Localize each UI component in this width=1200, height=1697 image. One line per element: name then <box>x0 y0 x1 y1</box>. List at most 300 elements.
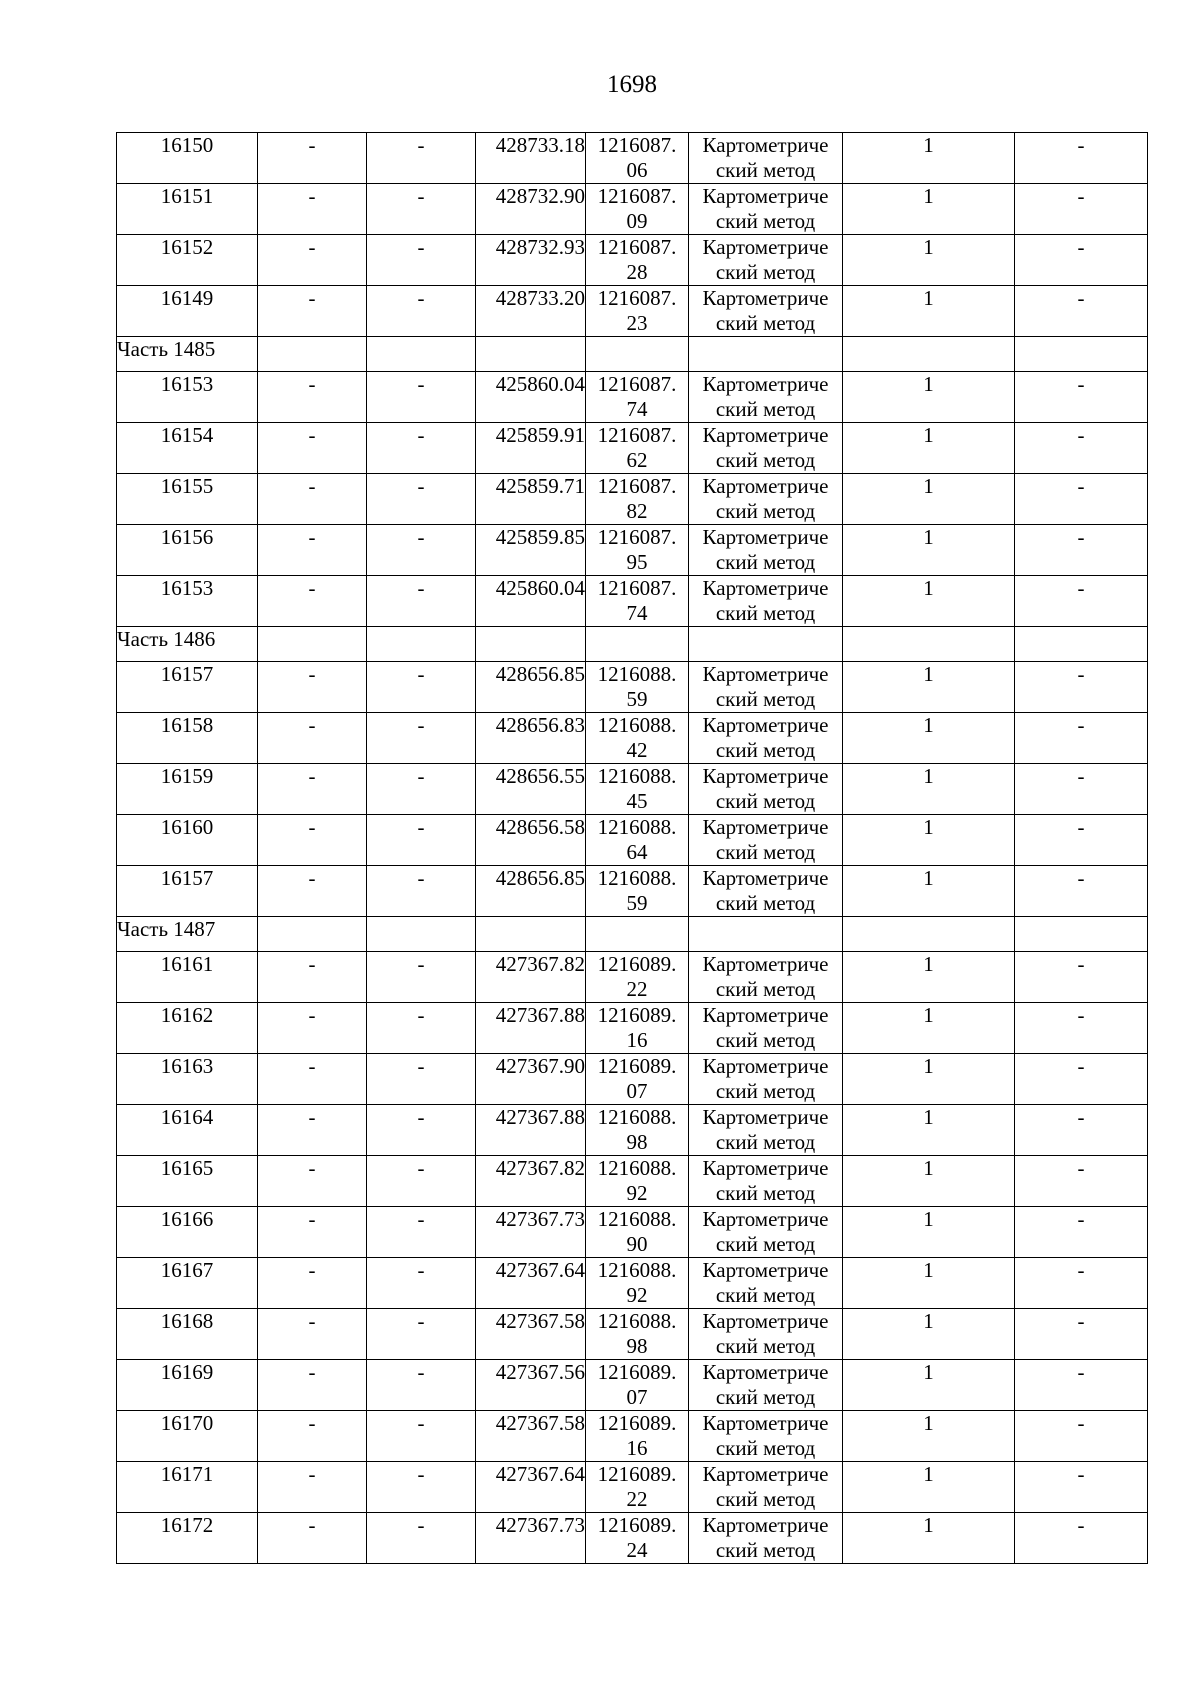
method-cell <box>689 133 843 184</box>
section-row <box>117 337 1148 372</box>
dash-cell: - <box>258 1156 367 1207</box>
note-cell: - <box>1015 1411 1148 1462</box>
table-row <box>117 1513 1148 1564</box>
table-row <box>117 764 1148 815</box>
method-cell-line: Картометриче <box>702 133 829 157</box>
table-row <box>117 133 1148 184</box>
y-coordinate-cell-line: 07 <box>626 1385 648 1409</box>
empty-cell <box>476 627 586 662</box>
accuracy-cell: 1 <box>843 1513 1015 1564</box>
method-cell-line: Картометриче <box>702 1003 829 1027</box>
empty-cell <box>843 917 1015 952</box>
empty-cell <box>1015 337 1148 372</box>
dash-cell: - <box>367 474 476 525</box>
empty-cell <box>367 627 476 662</box>
method-cell-line: Картометриче <box>702 372 829 396</box>
point-id-cell: 16156 <box>117 525 258 576</box>
y-coordinate-cell <box>586 474 689 525</box>
y-coordinate-cell-line: 1216089. <box>597 1360 677 1384</box>
method-cell-line: ский метод <box>715 687 816 711</box>
y-coordinate-cell-line: 1216087. <box>597 474 677 498</box>
table-row <box>117 815 1148 866</box>
method-cell-line: ский метод <box>715 550 816 574</box>
empty-cell <box>843 337 1015 372</box>
y-coordinate-cell-line: 28 <box>626 260 648 284</box>
x-coordinate-cell: 425859.85 <box>476 525 586 576</box>
dash-cell: - <box>258 815 367 866</box>
method-cell <box>689 423 843 474</box>
empty-cell <box>586 337 689 372</box>
method-cell-line: Картометриче <box>702 184 829 208</box>
y-coordinate-cell <box>586 764 689 815</box>
y-coordinate-cell-line: 1216087. <box>597 235 677 259</box>
dash-cell: - <box>258 662 367 713</box>
y-coordinate-cell-line: 1216088. <box>597 1258 677 1282</box>
point-id-cell: 16154 <box>117 423 258 474</box>
dash-cell: - <box>367 662 476 713</box>
note-cell: - <box>1015 576 1148 627</box>
method-cell <box>689 576 843 627</box>
dash-cell: - <box>367 866 476 917</box>
section-label: Часть 1485 <box>117 337 258 372</box>
dash-cell: - <box>367 815 476 866</box>
point-id-cell: 16151 <box>117 184 258 235</box>
table-row <box>117 1411 1148 1462</box>
table-row <box>117 372 1148 423</box>
x-coordinate-cell: 425859.91 <box>476 423 586 474</box>
accuracy-cell: 1 <box>843 286 1015 337</box>
method-cell <box>689 1360 843 1411</box>
method-cell <box>689 1207 843 1258</box>
y-coordinate-cell-line: 1216089. <box>597 1003 677 1027</box>
y-coordinate-cell <box>586 815 689 866</box>
note-cell: - <box>1015 866 1148 917</box>
x-coordinate-cell: 428732.90 <box>476 184 586 235</box>
y-coordinate-cell <box>586 372 689 423</box>
section-label: Часть 1487 <box>117 917 258 952</box>
y-coordinate-cell-line: 1216088. <box>597 1105 677 1129</box>
section-row <box>117 917 1148 952</box>
accuracy-cell: 1 <box>843 815 1015 866</box>
method-cell-line: Картометриче <box>702 662 829 686</box>
method-cell-line: Картометриче <box>702 952 829 976</box>
dash-cell: - <box>367 1309 476 1360</box>
dash-cell: - <box>258 423 367 474</box>
dash-cell: - <box>367 576 476 627</box>
y-coordinate-cell <box>586 1309 689 1360</box>
method-cell <box>689 1003 843 1054</box>
method-cell-line: ский метод <box>715 1385 816 1409</box>
method-cell-line: ский метод <box>715 311 816 335</box>
method-cell-line: Картометриче <box>702 286 829 310</box>
y-coordinate-cell-line: 1216088. <box>597 815 677 839</box>
method-cell-line: ский метод <box>715 1079 816 1103</box>
y-coordinate-cell <box>586 576 689 627</box>
dash-cell: - <box>258 952 367 1003</box>
method-cell <box>689 235 843 286</box>
note-cell: - <box>1015 1003 1148 1054</box>
y-coordinate-cell-line: 1216088. <box>597 866 677 890</box>
table-row <box>117 662 1148 713</box>
y-coordinate-cell-line: 1216087. <box>597 525 677 549</box>
dash-cell: - <box>258 1105 367 1156</box>
accuracy-cell: 1 <box>843 662 1015 713</box>
empty-cell <box>586 917 689 952</box>
y-coordinate-cell-line: 74 <box>626 601 648 625</box>
dash-cell: - <box>258 133 367 184</box>
y-coordinate-cell-line: 82 <box>626 499 648 523</box>
y-coordinate-cell-line: 1216089. <box>597 1462 677 1486</box>
note-cell: - <box>1015 952 1148 1003</box>
note-cell: - <box>1015 1462 1148 1513</box>
empty-cell <box>689 917 843 952</box>
y-coordinate-cell <box>586 1054 689 1105</box>
method-cell <box>689 286 843 337</box>
method-cell-line: ский метод <box>715 1334 816 1358</box>
empty-cell <box>258 627 367 662</box>
dash-cell: - <box>258 1003 367 1054</box>
dash-cell: - <box>367 1513 476 1564</box>
method-cell <box>689 184 843 235</box>
dash-cell: - <box>258 764 367 815</box>
accuracy-cell: 1 <box>843 235 1015 286</box>
y-coordinate-cell <box>586 713 689 764</box>
dash-cell: - <box>367 1462 476 1513</box>
x-coordinate-cell: 425860.04 <box>476 576 586 627</box>
table-row <box>117 1054 1148 1105</box>
point-id-cell: 16167 <box>117 1258 258 1309</box>
point-id-cell: 16153 <box>117 576 258 627</box>
method-cell-line: Картометриче <box>702 1309 829 1333</box>
note-cell: - <box>1015 525 1148 576</box>
y-coordinate-cell <box>586 1462 689 1513</box>
point-id-cell: 16172 <box>117 1513 258 1564</box>
accuracy-cell: 1 <box>843 1156 1015 1207</box>
note-cell: - <box>1015 184 1148 235</box>
method-cell <box>689 662 843 713</box>
method-cell-line: Картометриче <box>702 866 829 890</box>
method-cell-line: ский метод <box>715 1130 816 1154</box>
dash-cell: - <box>258 286 367 337</box>
method-cell <box>689 1411 843 1462</box>
dash-cell: - <box>258 866 367 917</box>
table-row <box>117 474 1148 525</box>
table-body <box>117 133 1148 1564</box>
x-coordinate-cell: 427367.64 <box>476 1462 586 1513</box>
y-coordinate-cell-line: 74 <box>626 397 648 421</box>
table-row <box>117 184 1148 235</box>
note-cell: - <box>1015 372 1148 423</box>
x-coordinate-cell: 428656.85 <box>476 662 586 713</box>
note-cell: - <box>1015 713 1148 764</box>
note-cell: - <box>1015 1513 1148 1564</box>
note-cell: - <box>1015 1105 1148 1156</box>
table-row <box>117 1258 1148 1309</box>
y-coordinate-cell <box>586 133 689 184</box>
table-row <box>117 1207 1148 1258</box>
point-id-cell: 16169 <box>117 1360 258 1411</box>
method-cell <box>689 1105 843 1156</box>
y-coordinate-cell-line: 1216088. <box>597 1309 677 1333</box>
y-coordinate-cell-line: 64 <box>626 840 648 864</box>
method-cell-line: ский метод <box>715 1487 816 1511</box>
empty-cell <box>1015 627 1148 662</box>
method-cell <box>689 474 843 525</box>
section-row <box>117 627 1148 662</box>
dash-cell: - <box>258 1411 367 1462</box>
y-coordinate-cell <box>586 1207 689 1258</box>
method-cell-line: ский метод <box>715 1283 816 1307</box>
dash-cell: - <box>367 133 476 184</box>
method-cell-line: Картометриче <box>702 1156 829 1180</box>
y-coordinate-cell-line: 22 <box>626 977 648 1001</box>
method-cell-line: ский метод <box>715 1028 816 1052</box>
method-cell-line: ский метод <box>715 601 816 625</box>
y-coordinate-cell <box>586 1360 689 1411</box>
accuracy-cell: 1 <box>843 866 1015 917</box>
method-cell-line: Картометриче <box>702 1258 829 1282</box>
x-coordinate-cell: 428732.93 <box>476 235 586 286</box>
empty-cell <box>586 627 689 662</box>
y-coordinate-cell-line: 23 <box>626 311 648 335</box>
accuracy-cell: 1 <box>843 1258 1015 1309</box>
dash-cell: - <box>367 1258 476 1309</box>
method-cell <box>689 815 843 866</box>
method-cell-line: Картометриче <box>702 1207 829 1231</box>
point-id-cell: 16168 <box>117 1309 258 1360</box>
method-cell <box>689 952 843 1003</box>
note-cell: - <box>1015 662 1148 713</box>
point-id-cell: 16164 <box>117 1105 258 1156</box>
table-row <box>117 423 1148 474</box>
x-coordinate-cell: 427367.58 <box>476 1309 586 1360</box>
coordinates-table <box>116 132 1148 1564</box>
x-coordinate-cell: 425859.71 <box>476 474 586 525</box>
dash-cell: - <box>367 423 476 474</box>
table-row <box>117 713 1148 764</box>
point-id-cell: 16170 <box>117 1411 258 1462</box>
accuracy-cell: 1 <box>843 184 1015 235</box>
y-coordinate-cell-line: 09 <box>626 209 648 233</box>
y-coordinate-cell <box>586 423 689 474</box>
table-row <box>117 1003 1148 1054</box>
table-row <box>117 952 1148 1003</box>
table-row <box>117 576 1148 627</box>
empty-cell <box>476 337 586 372</box>
note-cell: - <box>1015 423 1148 474</box>
y-coordinate-cell-line: 1216087. <box>597 133 677 157</box>
y-coordinate-cell <box>586 235 689 286</box>
note-cell: - <box>1015 1258 1148 1309</box>
y-coordinate-cell <box>586 1156 689 1207</box>
y-coordinate-cell-line: 45 <box>626 789 648 813</box>
x-coordinate-cell: 428656.85 <box>476 866 586 917</box>
y-coordinate-cell-line: 42 <box>626 738 648 762</box>
y-coordinate-cell-line: 1216089. <box>597 1411 677 1435</box>
accuracy-cell: 1 <box>843 1462 1015 1513</box>
accuracy-cell: 1 <box>843 1003 1015 1054</box>
method-cell <box>689 1156 843 1207</box>
empty-cell <box>258 337 367 372</box>
method-cell-line: ский метод <box>715 209 816 233</box>
x-coordinate-cell: 427367.73 <box>476 1207 586 1258</box>
point-id-cell: 16152 <box>117 235 258 286</box>
method-cell-line: ский метод <box>715 158 816 182</box>
note-cell: - <box>1015 235 1148 286</box>
note-cell: - <box>1015 286 1148 337</box>
accuracy-cell: 1 <box>843 1360 1015 1411</box>
dash-cell: - <box>258 1054 367 1105</box>
dash-cell: - <box>367 1156 476 1207</box>
dash-cell: - <box>367 952 476 1003</box>
x-coordinate-cell: 427367.88 <box>476 1003 586 1054</box>
empty-cell <box>689 337 843 372</box>
accuracy-cell: 1 <box>843 1207 1015 1258</box>
dash-cell: - <box>367 1003 476 1054</box>
accuracy-cell: 1 <box>843 133 1015 184</box>
method-cell-line: ский метод <box>715 397 816 421</box>
y-coordinate-cell-line: 06 <box>626 158 648 182</box>
note-cell: - <box>1015 133 1148 184</box>
y-coordinate-cell-line: 1216088. <box>597 1156 677 1180</box>
table-row <box>117 1309 1148 1360</box>
y-coordinate-cell-line: 1216089. <box>597 1513 677 1537</box>
y-coordinate-cell-line: 59 <box>626 687 648 711</box>
y-coordinate-cell-line: 1216088. <box>597 713 677 737</box>
method-cell-line: Картометриче <box>702 713 829 737</box>
y-coordinate-cell <box>586 1258 689 1309</box>
y-coordinate-cell <box>586 286 689 337</box>
method-cell-line: ский метод <box>715 1436 816 1460</box>
dash-cell: - <box>367 184 476 235</box>
table-row <box>117 866 1148 917</box>
dash-cell: - <box>258 474 367 525</box>
method-cell-line: Картометриче <box>702 1513 829 1537</box>
dash-cell: - <box>258 184 367 235</box>
point-id-cell: 16159 <box>117 764 258 815</box>
y-coordinate-cell-line: 1216087. <box>597 576 677 600</box>
x-coordinate-cell: 425860.04 <box>476 372 586 423</box>
y-coordinate-cell-line: 1216087. <box>597 184 677 208</box>
note-cell: - <box>1015 1309 1148 1360</box>
y-coordinate-cell-line: 59 <box>626 891 648 915</box>
y-coordinate-cell-line: 62 <box>626 448 648 472</box>
dash-cell: - <box>258 1360 367 1411</box>
note-cell: - <box>1015 1156 1148 1207</box>
dash-cell: - <box>367 1105 476 1156</box>
accuracy-cell: 1 <box>843 1411 1015 1462</box>
point-id-cell: 16166 <box>117 1207 258 1258</box>
empty-cell <box>367 337 476 372</box>
dash-cell: - <box>367 286 476 337</box>
table-row <box>117 1105 1148 1156</box>
accuracy-cell: 1 <box>843 1105 1015 1156</box>
empty-cell <box>476 917 586 952</box>
point-id-cell: 16153 <box>117 372 258 423</box>
y-coordinate-cell-line: 1216088. <box>597 764 677 788</box>
method-cell <box>689 1054 843 1105</box>
accuracy-cell: 1 <box>843 1309 1015 1360</box>
y-coordinate-cell <box>586 1411 689 1462</box>
dash-cell: - <box>258 372 367 423</box>
table-row <box>117 1156 1148 1207</box>
note-cell: - <box>1015 815 1148 866</box>
dash-cell: - <box>367 525 476 576</box>
dash-cell: - <box>367 372 476 423</box>
method-cell-line: ский метод <box>715 789 816 813</box>
y-coordinate-cell-line: 98 <box>626 1334 648 1358</box>
table-row <box>117 1462 1148 1513</box>
point-id-cell: 16160 <box>117 815 258 866</box>
accuracy-cell: 1 <box>843 474 1015 525</box>
y-coordinate-cell-line: 1216088. <box>597 1207 677 1231</box>
x-coordinate-cell: 427367.58 <box>476 1411 586 1462</box>
point-id-cell: 16155 <box>117 474 258 525</box>
point-id-cell: 16157 <box>117 866 258 917</box>
x-coordinate-cell: 427367.90 <box>476 1054 586 1105</box>
dash-cell: - <box>258 525 367 576</box>
method-cell-line: ский метод <box>715 260 816 284</box>
method-cell-line: ский метод <box>715 448 816 472</box>
y-coordinate-cell-line: 1216089. <box>597 1054 677 1078</box>
y-coordinate-cell-line: 1216087. <box>597 372 677 396</box>
page-number: 1698 <box>607 71 657 98</box>
method-cell-line: ский метод <box>715 1181 816 1205</box>
y-coordinate-cell <box>586 952 689 1003</box>
section-label: Часть 1486 <box>117 627 258 662</box>
method-cell <box>689 372 843 423</box>
y-coordinate-cell <box>586 1513 689 1564</box>
dash-cell: - <box>367 1360 476 1411</box>
method-cell-line: ский метод <box>715 1538 816 1562</box>
method-cell-line: Картометриче <box>702 1411 829 1435</box>
note-cell: - <box>1015 1054 1148 1105</box>
note-cell: - <box>1015 1360 1148 1411</box>
empty-cell <box>843 627 1015 662</box>
y-coordinate-cell-line: 1216088. <box>597 662 677 686</box>
accuracy-cell: 1 <box>843 713 1015 764</box>
dash-cell: - <box>258 235 367 286</box>
x-coordinate-cell: 428656.55 <box>476 764 586 815</box>
point-id-cell: 16158 <box>117 713 258 764</box>
y-coordinate-cell-line: 92 <box>626 1181 648 1205</box>
method-cell-line: ский метод <box>715 891 816 915</box>
method-cell-line: Картометриче <box>702 235 829 259</box>
point-id-cell: 16150 <box>117 133 258 184</box>
empty-cell <box>258 917 367 952</box>
method-cell <box>689 1462 843 1513</box>
x-coordinate-cell: 427367.64 <box>476 1258 586 1309</box>
x-coordinate-cell: 428656.83 <box>476 713 586 764</box>
empty-cell <box>689 627 843 662</box>
table-row <box>117 525 1148 576</box>
dash-cell: - <box>367 764 476 815</box>
y-coordinate-cell-line: 24 <box>626 1538 648 1562</box>
accuracy-cell: 1 <box>843 576 1015 627</box>
point-id-cell: 16157 <box>117 662 258 713</box>
table-row <box>117 235 1148 286</box>
method-cell-line: ский метод <box>715 738 816 762</box>
empty-cell <box>1015 917 1148 952</box>
y-coordinate-cell-line: 22 <box>626 1487 648 1511</box>
point-id-cell: 16161 <box>117 952 258 1003</box>
method-cell-line: Картометриче <box>702 525 829 549</box>
dash-cell: - <box>258 1309 367 1360</box>
dash-cell: - <box>258 713 367 764</box>
dash-cell: - <box>258 576 367 627</box>
method-cell-line: Картометриче <box>702 1360 829 1384</box>
method-cell-line: Картометриче <box>702 423 829 447</box>
